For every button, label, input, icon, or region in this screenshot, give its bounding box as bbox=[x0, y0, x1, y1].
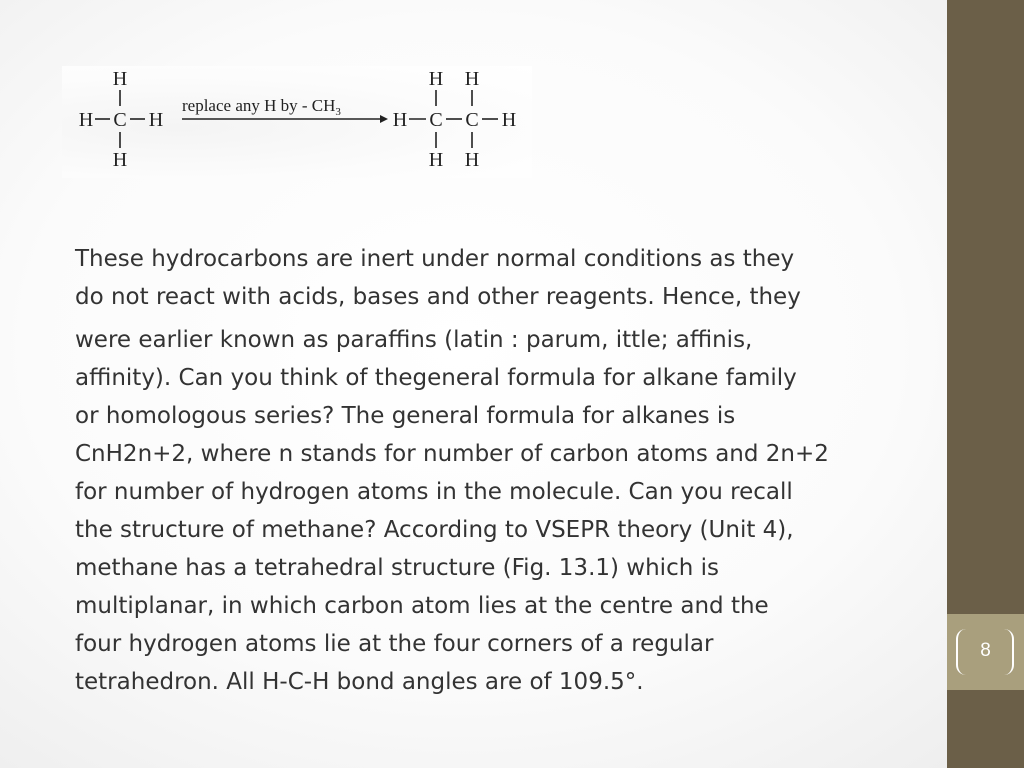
ethane-top-h2: H bbox=[464, 68, 480, 90]
ethane-bottom-h2: H bbox=[464, 149, 480, 171]
arrow-label-text: replace any H by - CH bbox=[182, 96, 336, 115]
body-line: methane has a tetrahedral structure (Fig. 13.1) which is bbox=[75, 555, 719, 581]
methane-left-h: H bbox=[78, 109, 94, 131]
ethane-carbon1: C bbox=[429, 109, 443, 131]
methane-top-h: H bbox=[112, 68, 128, 90]
ethane-carbon2: C bbox=[465, 109, 479, 131]
body-line: for number of hydrogen atoms in the molecule. Can you recall bbox=[75, 479, 793, 505]
body-line: These hydrocarbons are inert under normal conditions as they bbox=[75, 246, 795, 272]
reaction-arrow bbox=[182, 96, 388, 123]
methane-structure bbox=[79, 68, 163, 171]
page-number: 8 bbox=[980, 640, 991, 661]
ethane-bottom-h1: H bbox=[428, 149, 444, 171]
ethane-top-h1: H bbox=[428, 68, 444, 90]
ethane-left-h: H bbox=[392, 109, 408, 131]
body-line: do not react with acids, bases and other reagents. Hence, they bbox=[75, 284, 801, 310]
body-line: were earlier known as paraffins (latin : parum, ittle; affinis, bbox=[75, 327, 753, 353]
body-line: four hydrogen atoms lie at the four corners of a regular bbox=[75, 631, 714, 657]
body-line: the structure of methane? According to VSEPR theory (Unit 4), bbox=[75, 517, 794, 543]
methane-right-h: H bbox=[148, 109, 164, 131]
arrow-head bbox=[380, 115, 388, 123]
methane-carbon: C bbox=[113, 109, 127, 131]
body-line: affinity). Can you think of thegeneral formula for alkane family bbox=[75, 365, 797, 391]
ethane-structure bbox=[393, 68, 516, 171]
ethane-right-h: H bbox=[501, 109, 517, 131]
body-line: tetrahedron. All H-C-H bond angles are of 109.5°. bbox=[75, 669, 644, 695]
reaction-diagram bbox=[62, 66, 532, 178]
body-line: multiplanar, in which carbon atom lies at the centre and the bbox=[75, 593, 769, 619]
body-line: CnH2n+2, where n stands for number of carbon atoms and 2n+2 bbox=[75, 441, 829, 467]
body-line: or homologous series? The general formula for alkanes is bbox=[75, 403, 736, 429]
arrow-label-subscript: 3 bbox=[335, 106, 341, 118]
methane-bottom-h: H bbox=[112, 149, 128, 171]
reaction-figure bbox=[62, 66, 532, 178]
body-paragraph bbox=[75, 240, 905, 701]
arrow-label bbox=[182, 96, 341, 118]
